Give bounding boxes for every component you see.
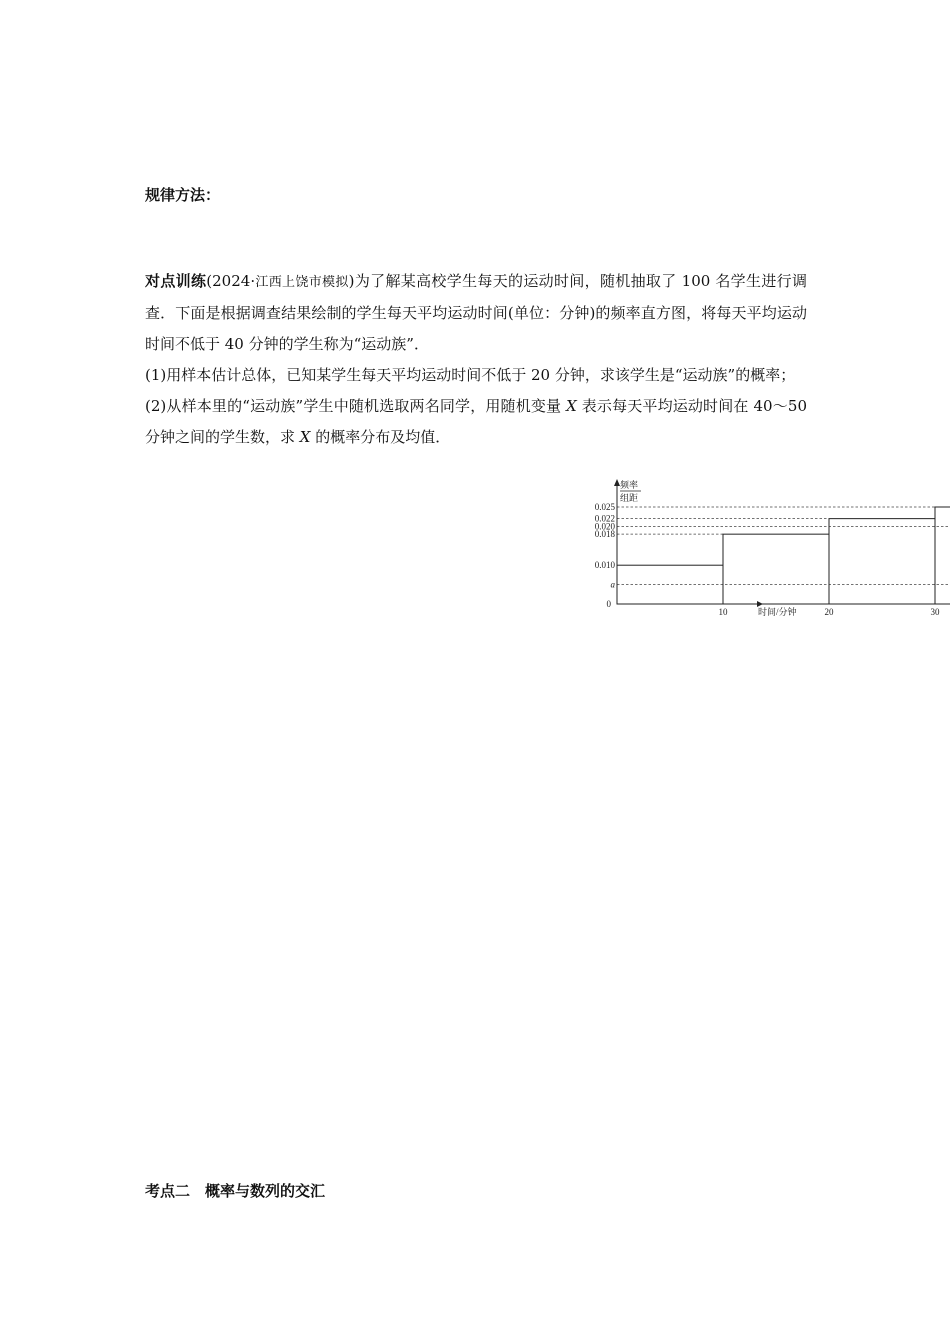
x-tick-label-0: 10 [718, 607, 728, 617]
problem-lead: 对点训练 [145, 272, 207, 290]
source-close: ) [348, 272, 355, 290]
question-1: (1)用样本估计总体，已知某学生每天平均运动时间不低于 20 分钟，求该学生是“运动族”的概率； [145, 366, 796, 384]
y-axis-label-bottom: 组距 [620, 493, 639, 503]
histogram-bar-2 [829, 519, 935, 604]
x-axis-label: 时间/分钟 [758, 607, 797, 617]
histogram-bar-3 [935, 507, 950, 604]
frequency-histogram [575, 477, 940, 622]
x-tick-label-1: 20 [824, 607, 834, 617]
practice-problem [145, 266, 807, 453]
histogram-bar-1 [723, 534, 829, 604]
x-tick-label-2: 30 [930, 607, 940, 617]
method-heading: 规律方法： [145, 186, 221, 204]
q2-var-x-2: X [299, 428, 311, 446]
q2-text-3: 的概率分布及均值． [310, 428, 451, 446]
y-tick-label-4: 0.010 [594, 560, 615, 571]
y-tick-label-0: 0.025 [594, 502, 615, 512]
histogram-bars [617, 507, 950, 604]
y-axis-label-top: 频率 [620, 480, 639, 490]
question-2 [145, 391, 807, 453]
source-name: 江西上饶市模拟 [255, 275, 349, 290]
y-tick-label-5: a [610, 579, 615, 590]
intro-text: 为了解某高校学生每天的运动时间，随机抽取了 100 名学生进行调查．下面是根据调查结果绘制的学生每天平均运动时间(单位：分钟)的频率直方图，将每天平均运动时间不低于 40 分钟的学生称为“运动族”． [145, 272, 807, 353]
y-tick-label-2: 0.020 [594, 521, 615, 532]
q2-var-x: X [566, 397, 577, 415]
y-tick-label-1: 0.022 [594, 513, 615, 524]
histogram-labels [595, 479, 950, 617]
problem-intro [145, 266, 807, 360]
source-open: (2024 [206, 272, 251, 290]
origin-label: 0 [606, 599, 611, 609]
q2-text-1: (2)从样本里的“运动族”学生中随机选取两名同学，用随机变量 [145, 397, 567, 415]
source-dot: · [250, 272, 256, 290]
histogram-axes [614, 479, 950, 607]
section-two-heading: 考点二 概率与数列的交汇 [145, 1182, 326, 1200]
y-tick-label-3: 0.018 [594, 529, 615, 540]
q2-text-2: 表示每天平均运动时间在 40～50 分钟之间的学生数，求 [145, 397, 807, 446]
